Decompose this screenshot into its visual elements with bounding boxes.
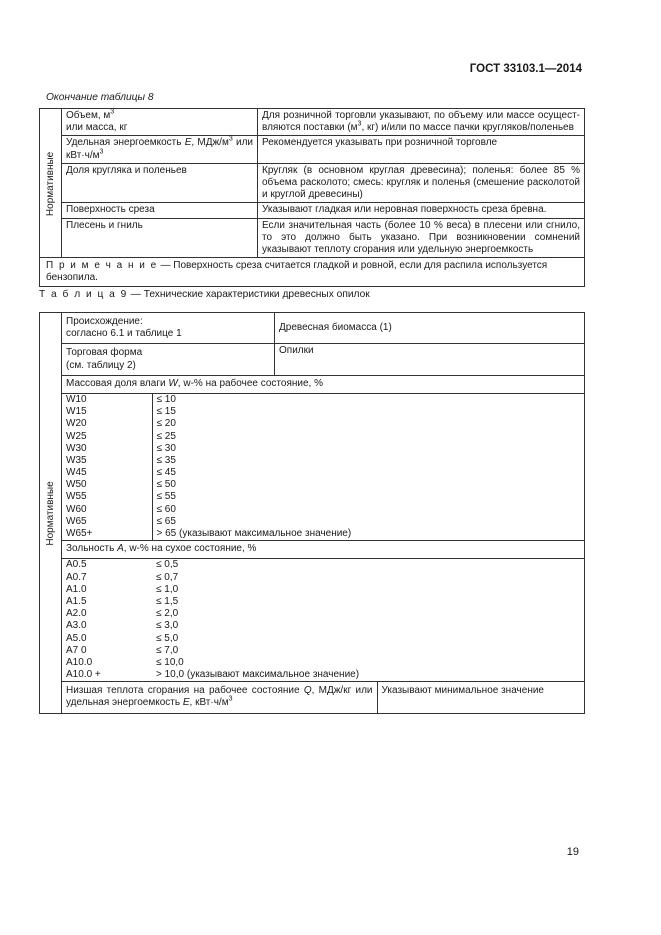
heat-cell <box>62 682 585 713</box>
class-row <box>62 491 584 503</box>
class-limit: ≤ 1,0 <box>156 583 179 595</box>
class-code: A5.0 <box>66 632 87 644</box>
parameter-cell: Плесень и гниль <box>62 218 258 258</box>
class-row <box>62 443 584 455</box>
class-limit: ≤ 55 <box>156 491 176 503</box>
class-code: A3.0 <box>66 620 87 632</box>
class-limit: ≤ 7,0 <box>156 644 179 656</box>
heat-split <box>62 682 584 712</box>
moisture-classes-row <box>40 393 585 540</box>
class-limit: > 65 (указывают максимальное значение) <box>156 528 352 539</box>
class-code: A1.0 <box>66 583 87 595</box>
class-code: A10.0 + <box>66 669 101 681</box>
heat-value: Указывают минимальное значение <box>381 685 544 697</box>
standard-number: ГОСТ 33103.1—2014 <box>469 63 582 75</box>
ash-classes-row <box>40 559 585 682</box>
page-number: 19 <box>566 846 579 858</box>
class-row <box>62 620 584 632</box>
class-row <box>62 455 584 467</box>
value-cell: Указывают гладкая или неровная поверхность среза бревна. <box>258 203 585 218</box>
class-limit: ≤ 45 <box>156 467 176 479</box>
class-limit: ≤ 10 <box>156 393 176 405</box>
class-limit: ≤ 10,0 <box>156 656 184 668</box>
parameter-cell: Удельная энергоемкость Е, МДж/$м^3$ или $кВт\cdot ч/м^3$ <box>62 136 258 163</box>
class-limit: > 10,0 (указывают максимальное значение) <box>156 669 360 681</box>
class-limit: ≤ 5,0 <box>156 632 179 644</box>
class-code: A2.0 <box>66 608 87 620</box>
class-row <box>62 394 584 406</box>
parameter-cell: Доля кругляка и поленьев <box>62 163 258 203</box>
class-row <box>62 528 584 540</box>
class-limit: ≤ 0,5 <box>156 559 179 571</box>
class-limit: ≤ 2,0 <box>156 608 179 620</box>
table9 <box>39 312 585 714</box>
class-limit: ≤ 35 <box>156 454 176 466</box>
class-row <box>62 669 584 681</box>
class-code: W65+ <box>62 528 152 540</box>
class-row <box>62 608 584 620</box>
class-row <box>62 572 584 584</box>
trade-form-label: Торговая форма (см. таблицу 2) <box>62 344 275 375</box>
side-label: Нормативные <box>40 109 62 258</box>
class-code: A10.0 <box>66 656 93 668</box>
class-row <box>62 504 584 516</box>
class-code: W45 <box>62 467 152 479</box>
moisture-header: Массовая доля влаги W, w-% на рабочее состояние, % <box>62 375 585 393</box>
parameter-cell: Поверхность среза <box>62 203 258 218</box>
class-code: W30 <box>62 443 152 455</box>
heat-label: Низшая теплота сгорания на рабочее состояние Q, МДж/кг или удельная энергоемкость Е, $кВт\cdot ч/м^3$ <box>62 682 377 712</box>
class-code: W10 <box>62 394 152 406</box>
class-limit: ≤ 25 <box>156 430 176 442</box>
trade-form-value: Опилки <box>275 344 585 375</box>
class-code: W20 <box>62 418 152 430</box>
class-limit: ≤ 15 <box>156 406 176 418</box>
table8 <box>39 108 585 287</box>
table8-note <box>40 258 585 287</box>
class-row <box>62 516 584 528</box>
heat-row <box>40 682 585 713</box>
origin-row <box>40 313 585 344</box>
ash-header-row <box>40 541 585 559</box>
class-code: W65 <box>62 516 152 528</box>
class-code: A0.7 <box>66 571 87 583</box>
class-limit: ≤ 1,5 <box>156 595 179 607</box>
class-code: A7 0 <box>66 644 87 656</box>
table8-note-row <box>40 258 585 287</box>
origin-value: Древесная биомасса (1) <box>275 313 585 344</box>
trade-form-row <box>40 344 585 375</box>
class-limit: ≤ 0,7 <box>156 571 179 583</box>
class-list <box>62 559 584 681</box>
side-label: Нормативные <box>40 313 62 714</box>
class-code: W35 <box>62 455 152 467</box>
table8-row <box>40 203 585 218</box>
table8-row <box>40 218 585 258</box>
class-row <box>62 467 584 479</box>
ash-classes <box>62 559 585 682</box>
moisture-header-row <box>40 375 585 393</box>
class-row <box>62 406 584 418</box>
class-limit: ≤ 30 <box>156 442 176 454</box>
class-code: A0.5 <box>66 559 87 571</box>
table8-row <box>40 136 585 163</box>
class-limit: ≤ 65 <box>156 515 176 527</box>
note-label: П р и м е ч а н и е <box>46 260 158 272</box>
class-row <box>62 479 584 491</box>
class-code: W25 <box>62 431 152 443</box>
value-cell: Если значительная часть (более 10 % веса) в плесени или сгнило, то это должно быть указано. При возникновении сомнений указывают теплоту сгорания или удельную энергоемкость <box>258 218 585 258</box>
class-row <box>62 633 584 645</box>
table8-row <box>40 109 585 136</box>
class-code: W60 <box>62 504 152 516</box>
class-code: W15 <box>62 406 152 418</box>
class-code: W55 <box>62 491 152 503</box>
note-text: — Поверхность среза считается гладкой и ровной, если для распила используется бензопила. <box>46 260 548 284</box>
class-row <box>62 559 584 571</box>
class-row <box>62 645 584 657</box>
moisture-classes <box>62 393 585 540</box>
value-cell: Кругляк (в основном круглая древесина); поленья: более 85 % объема расколото; смесь: кругляк и поленья (смешение расколотой и круглой древесины) <box>258 163 585 203</box>
class-code: A1.5 <box>66 595 87 607</box>
class-limit: ≤ 3,0 <box>156 620 179 632</box>
class-row <box>62 657 584 669</box>
table8-row <box>40 163 585 203</box>
class-row <box>62 596 584 608</box>
class-limit: ≤ 60 <box>156 503 176 515</box>
ash-header: Зольность А, w-% на сухое состояние, % <box>62 541 585 559</box>
class-row <box>62 418 584 430</box>
value-cell: Рекомендуется указывать при розничной торговле <box>258 136 585 163</box>
table9-caption: Т а б л и ц а 9 — Технические характеристики древесных опилок <box>39 289 370 300</box>
class-limit: ≤ 20 <box>156 418 176 430</box>
table8-caption: Окончание таблицы 8 <box>46 92 154 103</box>
value-cell: Для розничной торговли указывают, по объему или массе осуществляются поставки ($м^3$, кг) и/или по массе пачки кругляков/поленьев <box>258 109 585 136</box>
origin-label: Происхождение: согласно 6.1 и таблице 1 <box>62 313 275 344</box>
class-list <box>62 394 584 540</box>
class-code: W50 <box>62 479 152 491</box>
class-row <box>62 584 584 596</box>
class-row <box>62 431 584 443</box>
class-limit: ≤ 50 <box>156 479 176 491</box>
parameter-cell: Объем, $м^3$ или масса, кг <box>62 109 258 136</box>
